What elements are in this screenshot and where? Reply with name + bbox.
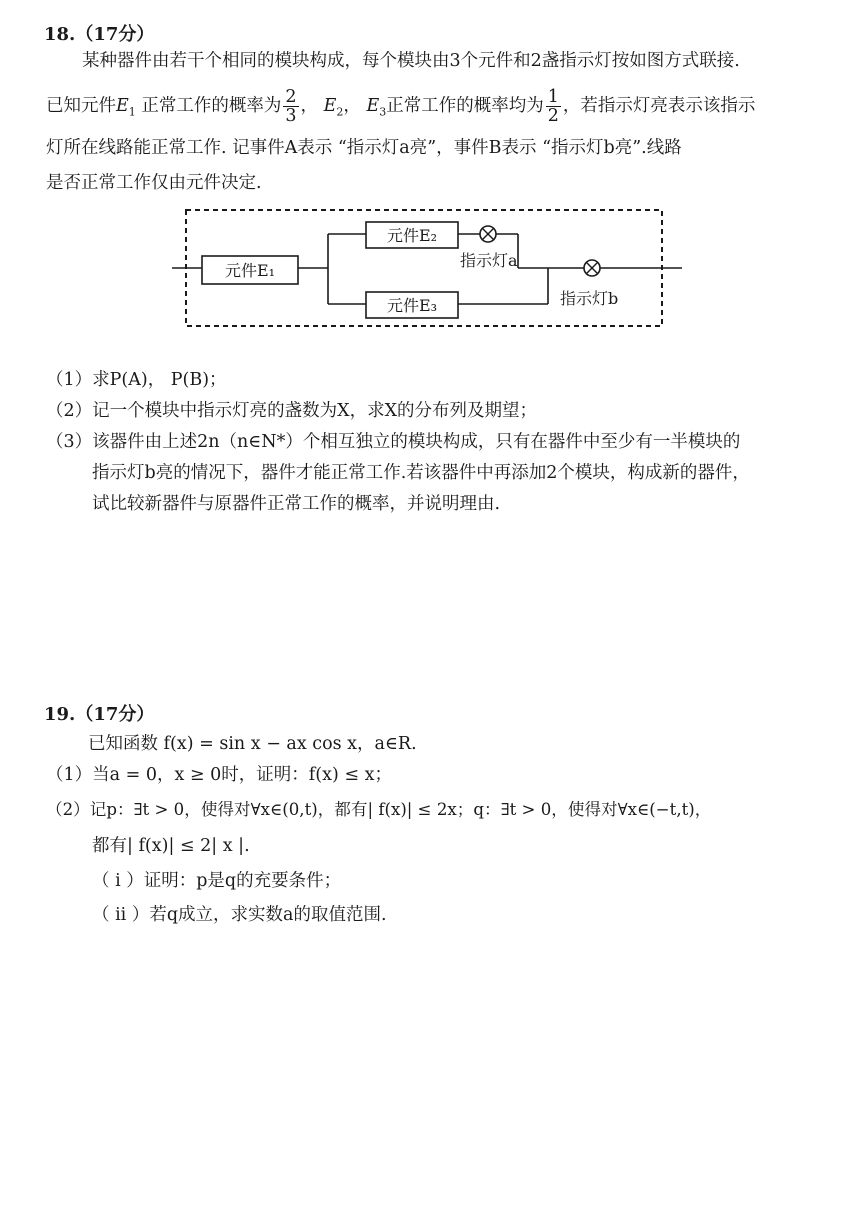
circuit-diagram — [168, 206, 688, 332]
q19-sub-ii: （ ii ）若q成立，求实数a的取值范围. — [92, 905, 387, 925]
q19-part-2-line-2: 都有| f(x)| ≤ 2| x |. — [92, 836, 250, 856]
lamp-b-label: 指示灯b — [560, 289, 619, 308]
e1-subscript: 1 — [128, 105, 136, 119]
e2-symbol: E — [323, 96, 337, 116]
q18-p2-comma-1: ， — [300, 96, 318, 116]
q18-p2-text-e: 正常工作的概率均为 — [386, 96, 544, 116]
q18-part-3-line-3: 试比较新器件与原器件正常工作的概率，并说明理由. — [92, 494, 501, 514]
q19-part-1: （1）当a = 0，x ≥ 0时，证明：f(x) ≤ x； — [46, 765, 392, 785]
fraction-numerator: 2 — [285, 87, 297, 107]
q18-p2-comma-2: ， — [343, 96, 361, 116]
e3-symbol: E — [366, 96, 380, 116]
q18-p2-text-b: 正常工作的概率为 — [141, 96, 282, 116]
q18-part-2: （2）记一个模块中指示灯亮的盏数为X，求X的分布列及期望； — [46, 401, 538, 421]
fraction-numerator: 1 — [547, 87, 559, 107]
q18-paragraph-4: 是否正常工作仅由元件决定. — [46, 173, 262, 193]
fraction-denominator: 2 — [547, 106, 559, 126]
fraction-two-thirds — [283, 88, 298, 125]
q19-intro: 已知函数 f(x) = sin x − ax cos x，a∈R. — [88, 734, 417, 754]
e3-subscript: 3 — [379, 105, 387, 119]
fraction-one-half — [546, 88, 561, 125]
lamp-a-icon — [480, 226, 496, 242]
component-e3-label: 元件E₃ — [386, 296, 438, 315]
q18-p2-text-f: ，若指示灯亮表示该指示 — [562, 96, 756, 116]
q18-paragraph-3: 灯所在线路能正常工作. 记事件A表示 “指示灯a亮”，事件B表示 “指示灯b亮”.线路 — [46, 138, 682, 158]
fraction-denominator: 3 — [285, 106, 297, 126]
component-e2-label: 元件E₂ — [386, 226, 438, 245]
component-e1-label: 元件E₁ — [224, 261, 276, 280]
e1-symbol: E — [116, 96, 129, 116]
q18-paragraph-2 — [46, 88, 820, 127]
q18-part-3-line-2: 指示灯b亮的情况下，器件才能正常工作.若该器件中再添加2个模块，构成新的器件， — [92, 463, 750, 483]
question-19-header: 19.（17分） — [44, 704, 155, 725]
q19-part-2-line-1: （2）记p：∃t > 0，使得对∀x∈(0,t)，都有| f(x)| ≤ 2x；q：∃t > 0，使得对∀x∈(−t,t)， — [46, 800, 712, 819]
lamp-b-icon — [584, 260, 600, 276]
lamp-a-label: 指示灯a — [460, 251, 518, 270]
q18-p2-text-a: 已知元件 — [46, 96, 116, 116]
q18-part-3-line-1: （3）该器件由上述2n（n∈N*）个相互独立的模块构成，只有在器件中至少有一半模块的 — [46, 432, 741, 452]
q18-paragraph-1: 某种器件由若干个相同的模块构成，每个模块由3个元件和2盏指示灯按如图方式联接. — [82, 51, 740, 71]
q18-part-1: （1）求P(A)， P(B)； — [46, 370, 227, 390]
q19-sub-i: （ i ）证明：p是q的充要条件； — [92, 871, 342, 891]
question-18-header: 18.（17分） — [44, 24, 155, 45]
e2-subscript: 2 — [336, 105, 344, 119]
